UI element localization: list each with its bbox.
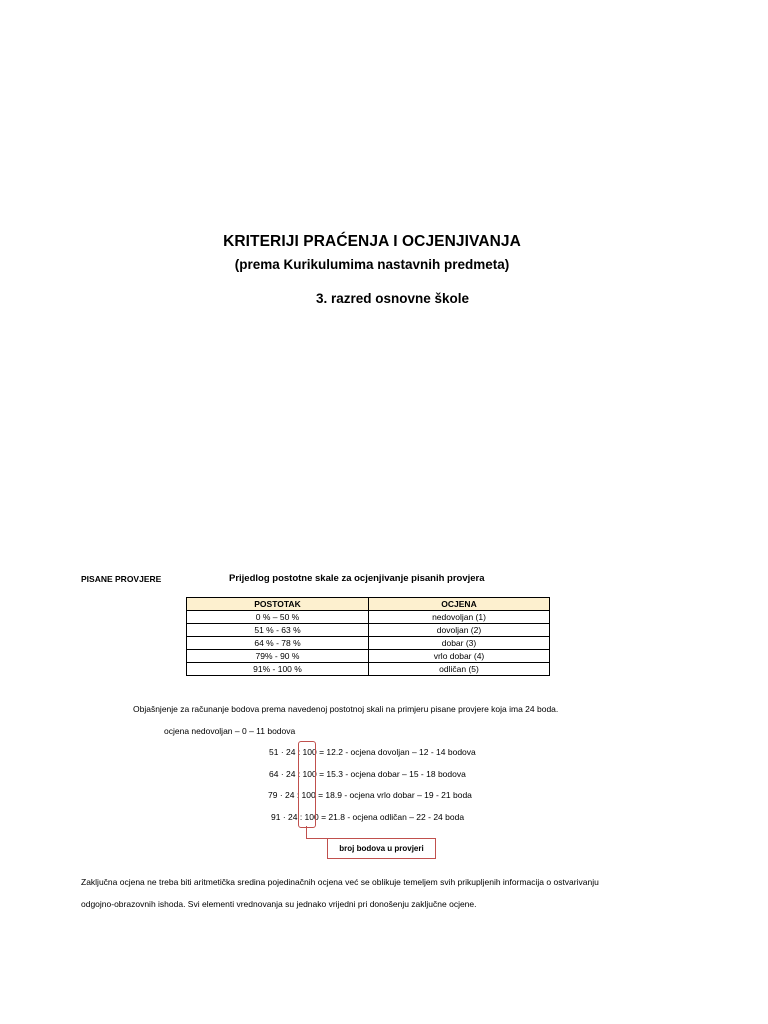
- section-label: PISANE PROVJERE: [81, 574, 162, 584]
- section-title: Prijedlog postotne skale za ocjenjivanje pisanih provjera: [229, 573, 485, 584]
- calculation-line: 79 · 24 : 100 = 18.9 - ocjena vrlo dobar – 19 - 21 boda: [268, 790, 472, 800]
- conclusion-line: odgojno-obrazovnih ishoda. Svi elementi vrednovanja su jednako vrijedni pri donošenju zaključne ocjene.: [81, 899, 477, 909]
- percentage-cell: 0 % – 50 %: [187, 611, 369, 624]
- explanation-first-line: ocjena nedovoljan – 0 – 11 bodova: [164, 726, 296, 736]
- grade-cell: dobar (3): [369, 637, 550, 650]
- table-row: [187, 637, 550, 650]
- calculation-line: 64 · 24 : 100 = 15.3 - ocjena dobar – 15 - 18 bodova: [269, 769, 466, 779]
- column-header-grade: OCJENA: [369, 598, 550, 611]
- percentage-cell: 91% - 100 %: [187, 663, 369, 676]
- document-title: KRITERIJI PRAĆENJA I OCJENJIVANJA: [223, 233, 521, 250]
- table-row: [187, 624, 550, 637]
- grade-cell: odličan (5): [369, 663, 550, 676]
- grade-level: 3. razred osnovne škole: [315, 291, 470, 306]
- points-highlight-box: [298, 741, 316, 828]
- conclusion-paragraph: [81, 871, 721, 915]
- percentage-cell: 79% - 90 %: [187, 650, 369, 663]
- calculation-line: 51 · 24 : 100 = 12.2 - ocjena dovoljan – 12 - 14 bodova: [269, 747, 476, 757]
- table-row: [187, 611, 550, 624]
- percentage-cell: 64 % - 78 %: [187, 637, 369, 650]
- table-row: [187, 663, 550, 676]
- callout-label: broj bodova u provjeri: [327, 838, 436, 859]
- grade-cell: dovoljan (2): [369, 624, 550, 637]
- grading-scale-table: [186, 597, 550, 676]
- grade-cell: vrlo dobar (4): [369, 650, 550, 663]
- calculation-line: 91 · 24 : 100 = 21.8 - ocjena odličan – 22 - 24 boda: [271, 812, 465, 822]
- column-header-percentage: POSTOTAK: [187, 598, 369, 611]
- grade-cell: nedovoljan (1): [369, 611, 550, 624]
- percentage-cell: 51 % - 63 %: [187, 624, 369, 637]
- callout-connector: [306, 826, 329, 839]
- explanation-intro: Objašnjenje za računanje bodova prema navedenoj postotnoj skali na primjeru pisane provjere koja ima 24 boda.: [133, 704, 559, 714]
- conclusion-line: Zaključna ocjena ne treba biti aritmetička sredina pojedinačnih ocjena već se oblikuje temeljem svih prikupljenih informacija o ostvarivanju: [81, 877, 599, 887]
- document-subtitle: (prema Kurikulumima nastavnih predmeta): [234, 257, 510, 272]
- table-header-row: [187, 598, 550, 611]
- table-row: [187, 650, 550, 663]
